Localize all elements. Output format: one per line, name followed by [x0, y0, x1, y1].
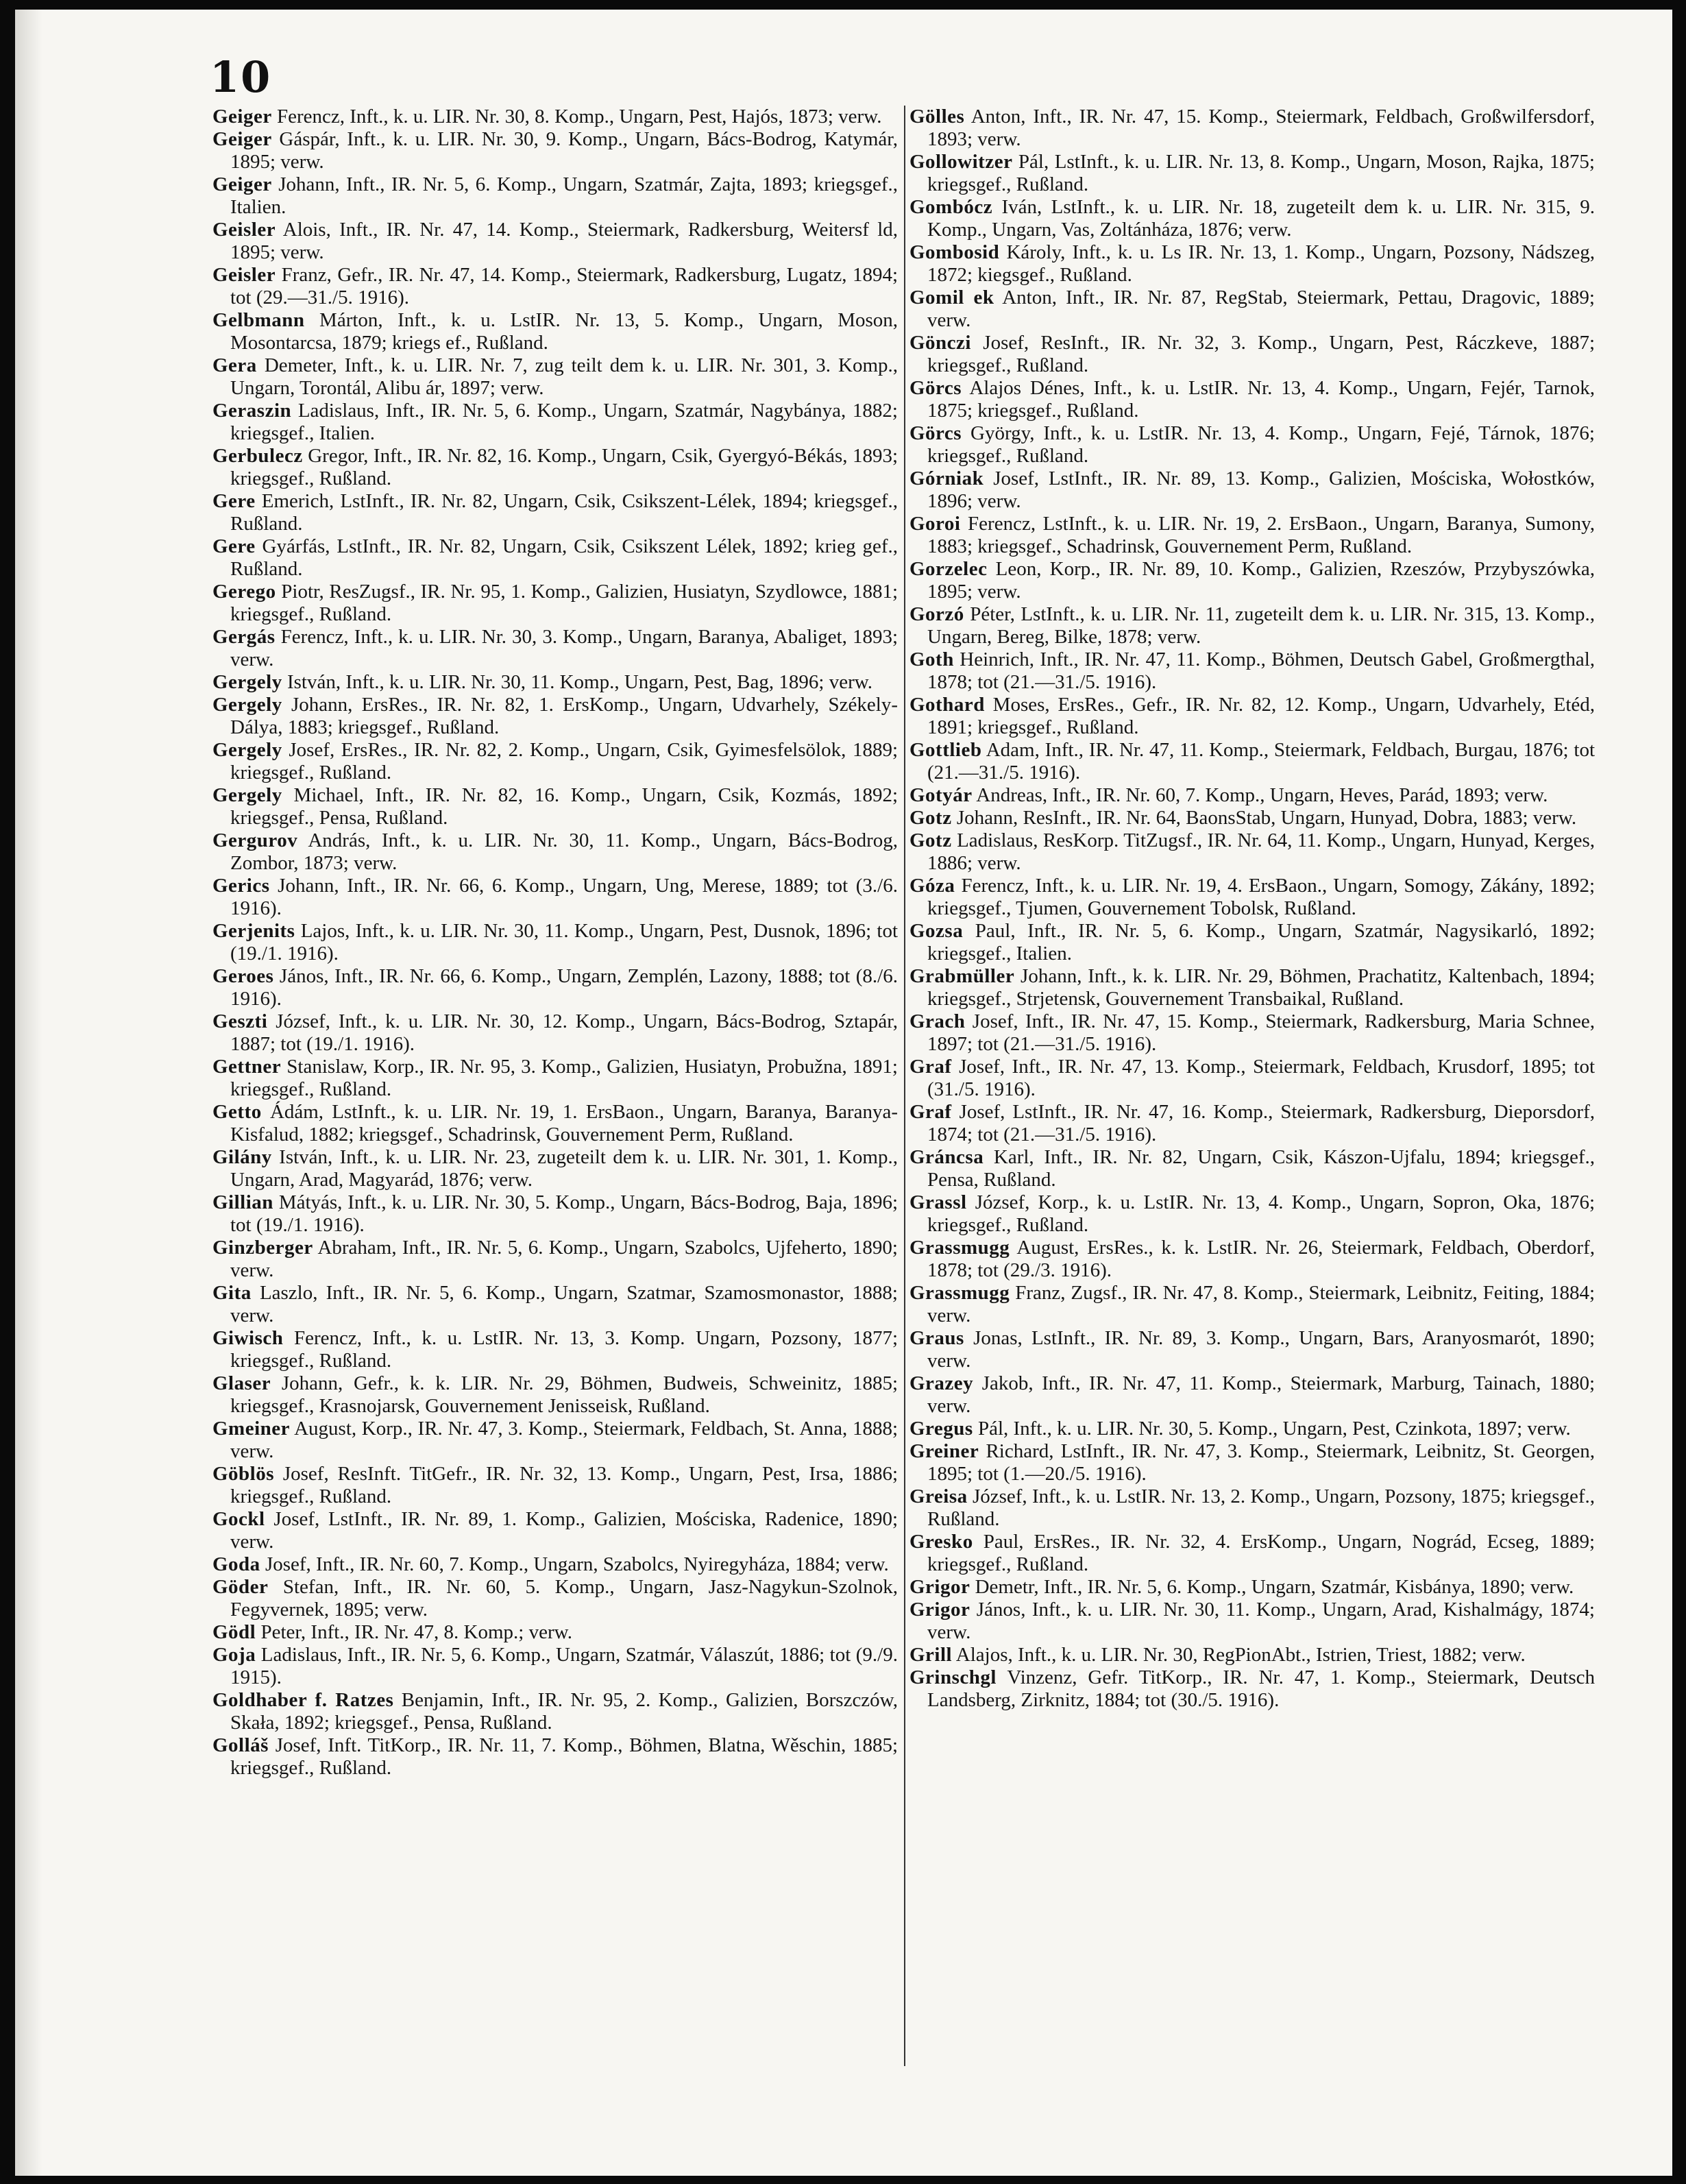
entry-details: Adam, Inft., IR. Nr. 47, 11. Komp., Steiermark, Feldbach, Burgau, 1876; tot (21.—31./5. 1916).: [927, 739, 1596, 784]
list-item: [212, 1372, 898, 1418]
entry-surname: Göder: [212, 1576, 269, 1598]
right-column: [909, 106, 1595, 1712]
entry-details: József, Inft., k. u. LIR. Nr. 30, 12. Komp., Ungarn, Bács-Bodrog, Sztapár, 1887; tot (19./1. 1916).: [230, 1010, 898, 1055]
entry-details: Anton, Inft., IR. Nr. 87, RegStab, Steiermark, Pettau, Dragovic, 1889; verw.: [927, 287, 1595, 331]
entry-surname: Gotz: [909, 807, 952, 829]
entry-details: István, Inft., k. u. LIR. Nr. 23, zugeteilt dem k. u. LIR. Nr. 301, 1. Komp., Ungarn, Arad, Magyarád, 1876; verw.: [230, 1146, 898, 1191]
entry-details: Ladislaus, ResKorp. TitZugsf., IR. Nr. 64, 11. Komp., Ungarn, Hunyad, Kerges, 1886; verw.: [927, 829, 1595, 874]
page-edge-shadow: [15, 10, 42, 2176]
list-item: [212, 1463, 898, 1508]
entry-surname: Grigor: [909, 1599, 970, 1621]
entry-surname: Gönczi: [909, 332, 971, 354]
list-item: [212, 400, 898, 445]
entry-details: Josef, Inft., IR. Nr. 60, 7. Komp., Ungarn, Szabolcs, Nyiregyháza, 1884; verw.: [265, 1553, 889, 1575]
list-item: [212, 1508, 898, 1553]
list-item: [909, 1056, 1595, 1101]
entry-details: Pál, LstInft., k. u. LIR. Nr. 13, 8. Komp., Ungarn, Moson, Rajka, 1875; kriegsgef., Rußland.: [927, 151, 1595, 195]
list-item: [909, 1191, 1595, 1237]
list-item: [212, 784, 898, 829]
entry-surname: Geisler: [212, 264, 276, 286]
entry-details: Ladislaus, Inft., IR. Nr. 5, 6. Komp., Ungarn, Szatmár, Nagybánya, 1882; kriegsgef., Italien.: [230, 400, 898, 444]
entry-details: József, Korp., k. u. LstIR. Nr. 13, 4. Komp., Ungarn, Sopron, Oka, 1876; kriegsgef., Rußland.: [927, 1191, 1596, 1236]
column-divider: [904, 106, 905, 2066]
entry-surname: Grassmugg: [909, 1282, 1010, 1304]
list-item: [212, 1191, 898, 1237]
list-item: [909, 875, 1595, 920]
list-item: [909, 807, 1595, 829]
entry-details: Johann, Inft., IR. Nr. 66, 6. Komp., Ungarn, Ung, Merese, 1889; tot (3./6. 1916).: [230, 875, 898, 919]
entry-surname: Gottlieb: [909, 739, 982, 761]
list-item: [909, 1666, 1595, 1712]
entry-surname: Gergurov: [212, 829, 298, 851]
list-item: [909, 1576, 1595, 1599]
list-item: [909, 513, 1595, 558]
entry-surname: Gelbmann: [212, 309, 305, 331]
entry-details: Moses, ErsRes., Gefr., IR. Nr. 82, 12. Komp., Ungarn, Udvarhely, Etéd, 1891; kriegsgef., Rußland.: [927, 694, 1595, 738]
entry-details: Ferencz, Inft., k. u. LIR. Nr. 19, 4. ErsBaon., Ungarn, Somogy, Zákány, 1892; kriegsgef., Tjumen, Gouvernement Tobolsk, Rußland.: [927, 875, 1596, 919]
entry-details: István, Inft., k. u. LIR. Nr. 30, 11. Komp., Ungarn, Pest, Bag, 1896; verw.: [286, 671, 873, 693]
list-item: [212, 739, 898, 784]
entry-details: János, Inft., IR. Nr. 66, 6. Komp., Ungarn, Zemplén, Lazony, 1888; tot (8./6. 1916).: [230, 965, 898, 1010]
entry-details: Ferencz, Inft., k. u. LIR. Nr. 30, 8. Komp., Ungarn, Pest, Hajós, 1873; verw.: [276, 106, 882, 128]
entry-surname: Gombosid: [909, 241, 1000, 263]
list-item: [909, 1101, 1595, 1146]
entry-surname: Grassl: [909, 1191, 967, 1213]
entry-details: Paul, Inft., IR. Nr. 5, 6. Komp., Ungarn, Szatmár, Nagysikarló, 1892; kriegsgef., Italien.: [927, 920, 1596, 964]
list-item: [909, 965, 1595, 1010]
entry-surname: Geraszin: [212, 400, 292, 422]
entry-surname: Gerjenits: [212, 920, 295, 942]
entry-details: Franz, Zugsf., IR. Nr. 47, 8. Komp., Steiermark, Leibnitz, Feiting, 1884; verw.: [927, 1282, 1595, 1326]
entry-details: Johann, Inft., IR. Nr. 5, 6. Komp., Ungarn, Szatmár, Zajta, 1893; kriegsgef., Italien.: [230, 173, 899, 218]
list-item: [212, 1734, 898, 1780]
entry-details: Alajos, Inft., k. u. LIR. Nr. 30, RegPionAbt., Istrien, Triest, 1882; verw.: [955, 1644, 1526, 1666]
entry-details: Márton, Inft., k. u. LstIR. Nr. 13, 5. Komp., Ungarn, Moson, Mosontarcsa, 1879; kriegs ef., Rußland.: [230, 309, 899, 354]
entry-details: Mátyás, Inft., k. u. LIR. Nr. 30, 5. Komp., Ungarn, Bács-Bodrog, Baja, 1896; tot (19./1. 1916).: [230, 1191, 898, 1236]
list-item: [909, 1440, 1595, 1485]
list-item: [909, 1010, 1595, 1056]
entry-surname: Gere: [212, 535, 256, 557]
entry-surname: Goth: [909, 648, 954, 670]
document-page: [15, 10, 1672, 2176]
list-item: [212, 445, 898, 490]
list-item: [909, 603, 1595, 648]
list-item: [909, 1372, 1595, 1418]
entry-details: Gregor, Inft., IR. Nr. 82, 16. Komp., Ungarn, Csik, Gyergyó-Békás, 1893; kriegsgef., Rußland.: [230, 445, 899, 489]
entry-details: Richard, LstInft., IR. Nr. 47, 3. Komp., Steiermark, Leibnitz, St. Georgen, 1895; tot (1.—20./5. 1916).: [927, 1440, 1596, 1485]
entry-surname: Grill: [909, 1644, 953, 1666]
list-item: [909, 1418, 1595, 1440]
entry-details: Johann, Inft., k. k. LIR. Nr. 29, Böhmen, Prachatitz, Kaltenbach, 1894; kriegsgef., Strjetensk, Gouvernement Transbaikal, Rußland.: [927, 965, 1596, 1010]
entry-surname: Gomil ek: [909, 287, 994, 308]
entry-surname: Greisa: [909, 1485, 968, 1507]
list-item: [909, 196, 1595, 241]
entry-surname: Grinschgl: [909, 1666, 997, 1688]
entry-surname: Gozsa: [909, 920, 964, 942]
list-item: [212, 1282, 898, 1327]
entry-details: Karl, Inft., IR. Nr. 82, Ungarn, Csik, Kászon-Ujfalu, 1894; kriegsgef., Pensa, Rußland.: [927, 1146, 1596, 1191]
entry-surname: Gmeiner: [212, 1418, 291, 1440]
list-item: [212, 1146, 898, 1191]
entry-surname: Gergely: [212, 694, 282, 716]
entry-surname: Gilány: [212, 1146, 272, 1168]
list-item: [212, 1237, 898, 1282]
list-item: [909, 468, 1595, 513]
list-item: [212, 1644, 898, 1689]
entry-details: Josef, Inft. TitKorp., IR. Nr. 11, 7. Komp., Böhmen, Blatna, Wěschin, 1885; kriegsgef., Rußland.: [230, 1734, 899, 1779]
entry-surname: Gillian: [212, 1191, 273, 1213]
page-number: 10: [210, 52, 272, 102]
entry-details: Péter, LstInft., k. u. LIR. Nr. 11, zugeteilt dem k. u. LIR. Nr. 315, 13. Komp., Ungarn, Bereg, Bilke, 1878; verw.: [927, 603, 1595, 648]
list-item: [212, 1418, 898, 1463]
entry-details: Benjamin, Inft., IR. Nr. 95, 2. Komp., Galizien, Borszczów, Skała, 1892; kriegsgef., Pensa, Rußland.: [230, 1689, 898, 1734]
entry-details: Peter, Inft., IR. Nr. 47, 8. Komp.; verw.: [260, 1621, 572, 1643]
entry-surname: Getto: [212, 1101, 262, 1123]
entry-surname: Grazey: [909, 1372, 974, 1394]
entry-details: Jonas, LstInft., IR. Nr. 89, 3. Komp., Ungarn, Bars, Aranyosmarót, 1890; verw.: [927, 1327, 1596, 1372]
entry-surname: Glaser: [212, 1372, 271, 1394]
list-item: [212, 1689, 898, 1734]
entry-surname: Gettner: [212, 1056, 282, 1078]
entry-surname: Gombócz: [909, 196, 993, 218]
list-item: [909, 1327, 1595, 1372]
list-item: [212, 219, 898, 264]
list-item: [909, 648, 1595, 694]
list-item: [909, 287, 1595, 332]
entry-details: Ferencz, LstInft., k. u. LIR. Nr. 19, 2. ErsBaon., Ungarn, Baranya, Sumony, 1883; kriegsgef., Schadrinsk, Gouvernement Perm, Rußland.: [927, 513, 1595, 557]
entry-surname: Greiner: [909, 1440, 979, 1462]
list-item: [909, 151, 1595, 196]
entry-details: Johann, Gefr., k. k. LIR. Nr. 29, Böhmen, Budweis, Schweinitz, 1885; kriegsgef., Krasnojarsk, Gouvernement Jenisseisk, Rußland.: [230, 1372, 898, 1417]
list-item: [212, 1327, 898, 1372]
list-item: [212, 490, 898, 535]
entry-surname: Gita: [212, 1282, 252, 1304]
entry-details: András, Inft., k. u. LIR. Nr. 30, 11. Komp., Ungarn, Bács-Bodrog, Zombor, 1873; verw.: [230, 829, 898, 874]
list-item: [212, 1101, 898, 1146]
entry-details: Iván, LstInft., k. u. LIR. Nr. 18, zugeteilt dem k. u. LIR. Nr. 315, 9. Komp., Ungarn, Vas, Zoltánháza, 1876; verw.: [927, 196, 1595, 241]
list-item: [909, 241, 1595, 287]
entry-details: Josef, Inft., IR. Nr. 47, 13. Komp., Steiermark, Feldbach, Krusdorf, 1895; tot (31./5. 1916).: [927, 1056, 1596, 1100]
list-item: [909, 558, 1595, 603]
entry-surname: Goroi: [909, 513, 961, 535]
list-item: [212, 264, 898, 309]
entry-surname: Gera: [212, 354, 257, 376]
list-item: [909, 1644, 1595, 1666]
entry-surname: Göblös: [212, 1463, 275, 1485]
entry-details: Demeter, Inft., k. u. LIR. Nr. 7, zug teilt dem k. u. LIR. Nr. 301, 3. Komp., Ungarn, Torontál, Alibu ár, 1897; verw.: [230, 354, 899, 399]
list-item: [212, 920, 898, 965]
entry-surname: Gerbulecz: [212, 445, 303, 467]
entry-surname: Gresko: [909, 1531, 973, 1553]
entry-details: Johann, ResInft., IR. Nr. 64, BaonsStab, Ungarn, Hunyad, Dobra, 1883; verw.: [956, 807, 1577, 829]
list-item: [212, 626, 898, 671]
list-item: [212, 694, 898, 739]
entry-details: Demetr, Inft., IR. Nr. 5, 6. Komp., Ungarn, Szatmár, Kisbánya, 1890; verw.: [975, 1576, 1574, 1598]
entry-surname: Gerego: [212, 581, 276, 603]
list-item: [212, 106, 898, 128]
entry-details: Leon, Korp., IR. Nr. 89, 10. Komp., Galizien, Rzeszów, Przybyszówka, 1895; verw.: [927, 558, 1595, 603]
list-item: [909, 694, 1595, 739]
entry-details: József, Inft., k. u. LstIR. Nr. 13, 2. Komp., Ungarn, Pozsony, 1875; kriegsgef., Rußland.: [927, 1485, 1596, 1530]
list-item: [212, 1621, 898, 1644]
entry-surname: Geiger: [212, 106, 272, 128]
entry-details: Stefan, Inft., IR. Nr. 60, 5. Komp., Ungarn, Jasz-Nagykun-Szolnok, Fegyvernek, 1895; verw.: [230, 1576, 898, 1621]
list-item: [212, 581, 898, 626]
list-item: [212, 173, 898, 219]
list-item: [909, 829, 1595, 875]
entry-surname: Geisler: [212, 219, 276, 241]
entry-details: Lajos, Inft., k. u. LIR. Nr. 30, 11. Komp., Ungarn, Pest, Dusnok, 1896; tot (19./1. 1916).: [230, 920, 899, 964]
entry-surname: Görcs: [909, 377, 962, 399]
entry-details: Piotr, ResZugsf., IR. Nr. 95, 1. Komp., Galizien, Husiatyn, Szydlowce, 1881; kriegsgef., Rußland.: [230, 581, 898, 625]
entry-details: Johann, ErsRes., IR. Nr. 82, 1. ErsKomp., Ungarn, Udvarhely, Székely-Dálya, 1883; kriegsgef., Rußland.: [230, 694, 899, 738]
list-item: [212, 875, 898, 920]
list-item: [909, 1146, 1595, 1191]
entry-surname: Górniak: [909, 468, 984, 489]
entry-details: Josef, ResInft., IR. Nr. 32, 3. Komp., Ungarn, Pest, Ráczkeve, 1887; kriegsgef., Rußland.: [927, 332, 1596, 376]
entry-details: August, ErsRes., k. k. LstIR. Nr. 26, Steiermark, Feldbach, Oberdorf, 1878; tot (29./3. 1916).: [927, 1237, 1595, 1281]
list-item: [909, 1282, 1595, 1327]
entry-surname: Grassmugg: [909, 1237, 1010, 1259]
list-item: [909, 920, 1595, 965]
entry-details: Emerich, LstInft., IR. Nr. 82, Ungarn, Csik, Csikszent-Lélek, 1894; kriegsgef., Rußland.: [230, 490, 899, 535]
list-item: [909, 106, 1595, 151]
entry-details: János, Inft., k. u. LIR. Nr. 30, 11. Komp., Ungarn, Arad, Kishalmágy, 1874; verw.: [927, 1599, 1595, 1643]
entry-surname: Grigor: [909, 1576, 970, 1598]
list-item: [909, 739, 1595, 784]
entry-details: Stanislaw, Korp., IR. Nr. 95, 3. Komp., Galizien, Husiatyn, Probužna, 1891; kriegsgef., Rußland.: [230, 1056, 898, 1100]
entry-surname: Geiger: [212, 128, 272, 150]
list-item: [909, 1531, 1595, 1576]
list-item: [909, 332, 1595, 377]
entry-surname: Geiger: [212, 173, 272, 195]
entry-surname: Gorzó: [909, 603, 964, 625]
entry-surname: Gotz: [909, 829, 952, 851]
entry-details: György, Inft., k. u. LstIR. Nr. 13, 4. Komp., Ungarn, Fejé, Tárnok, 1876; kriegsgef., Rußland.: [927, 422, 1595, 467]
entry-details: Josef, ErsRes., IR. Nr. 82, 2. Komp., Ungarn, Csik, Gyimesfelsölok, 1889; kriegsgef., Rußland.: [230, 739, 898, 784]
entry-details: Pál, Inft., k. u. LIR. Nr. 30, 5. Komp., Ungarn, Pest, Czinkota, 1897; verw.: [977, 1418, 1571, 1440]
entry-surname: Graf: [909, 1101, 952, 1123]
entry-details: Heinrich, Inft., IR. Nr. 47, 11. Komp., Böhmen, Deutsch Gabel, Großmergthal, 1878; tot (21.—31./5. 1916).: [927, 648, 1596, 693]
list-item: [212, 128, 898, 173]
entry-details: August, Korp., IR. Nr. 47, 3. Komp., Steiermark, Feldbach, St. Anna, 1888; verw.: [230, 1418, 899, 1462]
entry-details: Ferencz, Inft., k. u. LstIR. Nr. 13, 3. Komp. Ungarn, Pozsony, 1877; kriegsgef., Rußland.: [230, 1327, 899, 1372]
entry-surname: Gere: [212, 490, 256, 512]
entry-details: Paul, ErsRes., IR. Nr. 32, 4. ErsKomp., Ungarn, Nográd, Ecseg, 1889; kriegsgef., Rußland.: [927, 1531, 1596, 1575]
entry-details: Franz, Gefr., IR. Nr. 47, 14. Komp., Steiermark, Radkersburg, Lugatz, 1894; tot (29.—31./5. 1916).: [230, 264, 898, 308]
entry-details: Vinzenz, Gefr. TitKorp., IR. Nr. 47, 1. Komp., Steiermark, Deutsch Landsberg, Zirknitz, 1884; tot (30./5. 1916).: [927, 1666, 1595, 1711]
entry-details: Josef, LstInft., IR. Nr. 89, 1. Komp., Galizien, Mościska, Radenice, 1890; verw.: [230, 1508, 899, 1553]
entry-surname: Gockl: [212, 1508, 265, 1530]
entry-surname: Gregus: [909, 1418, 973, 1440]
list-item: [909, 1599, 1595, 1644]
entry-details: Károly, Inft., k. u. Ls IR. Nr. 13, 1. Komp., Ungarn, Pozsony, Nádszeg, 1872; kiegsgef., Rußland.: [927, 241, 1596, 286]
list-item: [212, 1553, 898, 1576]
entry-details: Josef, Inft., IR. Nr. 47, 15. Komp., Steiermark, Radkersburg, Maria Schnee, 1897; tot (21.—31./5. 1916).: [927, 1010, 1595, 1055]
entry-surname: Gráncsa: [909, 1146, 984, 1168]
entry-details: Gáspár, Inft., k. u. LIR. Nr. 30, 9. Komp., Ungarn, Bács-Bodrog, Katymár, 1895; verw.: [230, 128, 899, 173]
entry-surname: Gollowitzer: [909, 151, 1013, 173]
entry-surname: Góza: [909, 875, 955, 897]
entry-surname: Gergely: [212, 671, 282, 693]
entry-surname: Gölles: [909, 106, 965, 128]
entry-details: Josef, ResInft. TitGefr., IR. Nr. 32, 13. Komp., Ungarn, Pest, Irsa, 1886; kriegsgef., Rußland.: [230, 1463, 899, 1507]
entry-details: Ladislaus, Inft., IR. Nr. 5, 6. Komp., Ungarn, Szatmár, Válaszút, 1886; tot (9./9. 1915).: [230, 1644, 898, 1688]
list-item: [909, 422, 1595, 468]
entry-surname: Graus: [909, 1327, 964, 1349]
entry-details: Ádám, LstInft., k. u. LIR. Nr. 19, 1. ErsBaon., Ungarn, Baranya, Baranya-Kisfalud, 1882; kriegsgef., Schadrinsk, Gouvernement Perm, Rußland.: [230, 1101, 898, 1145]
entry-details: Andreas, Inft., IR. Nr. 60, 7. Komp., Ungarn, Heves, Parád, 1893; verw.: [976, 784, 1548, 806]
entry-surname: Gergely: [212, 739, 282, 761]
entry-surname: Grach: [909, 1010, 966, 1032]
list-item: [212, 965, 898, 1010]
entry-surname: Goja: [212, 1644, 256, 1666]
left-column: [212, 106, 898, 1780]
list-item: [909, 377, 1595, 422]
list-item: [909, 1237, 1595, 1282]
entry-surname: Gorzelec: [909, 558, 988, 580]
entry-details: Josef, LstInft., IR. Nr. 47, 16. Komp., Steiermark, Radkersburg, Dieporsdorf, 1874; tot (21.—31./5. 1916).: [927, 1101, 1595, 1145]
entry-surname: Geszti: [212, 1010, 268, 1032]
entry-surname: Grabmüller: [909, 965, 1015, 987]
entry-details: Alois, Inft., IR. Nr. 47, 14. Komp., Steiermark, Radkersburg, Weitersf ld, 1895; verw.: [230, 219, 898, 263]
list-item: [212, 309, 898, 354]
list-item: [212, 1056, 898, 1101]
entry-surname: Graf: [909, 1056, 952, 1078]
entry-surname: Gotyár: [909, 784, 973, 806]
entry-surname: Golláš: [212, 1734, 269, 1756]
entry-details: Michael, Inft., IR. Nr. 82, 16. Komp., Ungarn, Csik, Kozmás, 1892; kriegsgef., Pensa, Rußland.: [230, 784, 899, 829]
entry-surname: Gödl: [212, 1621, 256, 1643]
entry-surname: Goldhaber f. Ratzes: [212, 1689, 394, 1711]
list-item: [909, 1485, 1595, 1531]
entry-details: Jakob, Inft., IR. Nr. 47, 11. Komp., Steiermark, Marburg, Tainach, 1880; verw.: [927, 1372, 1595, 1417]
list-item: [212, 1010, 898, 1056]
list-item: [212, 535, 898, 581]
entry-surname: Goda: [212, 1553, 260, 1575]
entry-details: Alajos Dénes, Inft., k. u. LstIR. Nr. 13, 4. Komp., Ungarn, Fejér, Tarnok, 1875; kriegsgef., Rußland.: [927, 377, 1595, 422]
entry-surname: Gerics: [212, 875, 270, 897]
entry-details: Ferencz, Inft., k. u. LIR. Nr. 30, 3. Komp., Ungarn, Baranya, Abaliget, 1893; verw.: [230, 626, 899, 670]
entry-surname: Gergely: [212, 784, 282, 806]
entry-surname: Gothard: [909, 694, 985, 716]
entry-surname: Giwisch: [212, 1327, 284, 1349]
entry-surname: Geroes: [212, 965, 274, 987]
list-item: [212, 829, 898, 875]
entry-surname: Gergás: [212, 626, 276, 648]
entry-surname: Ginzberger: [212, 1237, 313, 1259]
entry-details: Gyárfás, LstInft., IR. Nr. 82, Ungarn, Csik, Csikszent Lélek, 1892; krieg gef., Rußland.: [230, 535, 898, 580]
list-item: [212, 1576, 898, 1621]
entry-details: Josef, LstInft., IR. Nr. 89, 13. Komp., Galizien, Mościska, Wołostków, 1896; verw.: [927, 468, 1595, 512]
entry-surname: Görcs: [909, 422, 962, 444]
list-item: [212, 671, 898, 694]
entry-details: Laszlo, Inft., IR. Nr. 5, 6. Komp., Ungarn, Szatmar, Szamosmonastor, 1888; verw.: [230, 1282, 898, 1326]
entry-details: Anton, Inft., IR. Nr. 47, 15. Komp., Steiermark, Feldbach, Großwilfersdorf, 1893; verw.: [927, 106, 1595, 150]
entry-details: Abraham, Inft., IR. Nr. 5, 6. Komp., Ungarn, Szabolcs, Ujfeherto, 1890; verw.: [230, 1237, 898, 1281]
list-item: [909, 784, 1595, 807]
list-item: [212, 354, 898, 400]
